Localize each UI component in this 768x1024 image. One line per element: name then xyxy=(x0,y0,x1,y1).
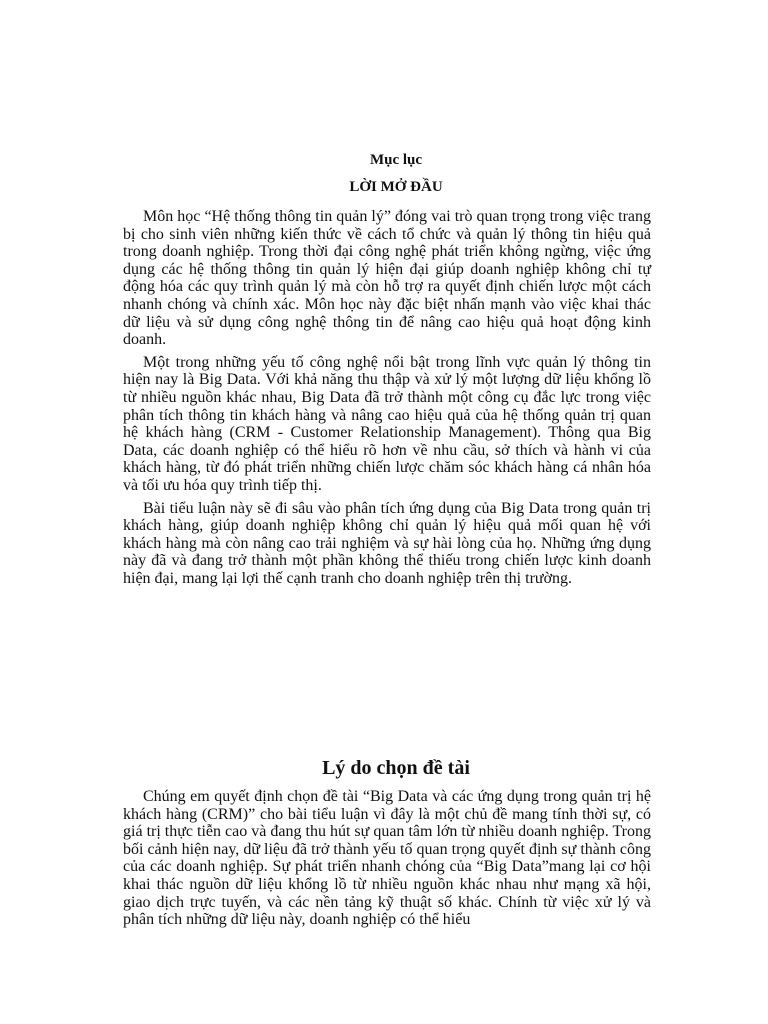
introduction-body xyxy=(123,208,651,592)
reason-body xyxy=(123,788,651,929)
section-heading-reason: Lý do chọn đề tài xyxy=(322,757,470,779)
paragraph: Bài tiểu luận này sẽ đi sâu vào phân tích ứng dụng của Big Data trong quản trị khách hàng, giúp doanh nghiệp không chỉ quản lý hiệu quả mối quan hệ với khách hàng mà còn nâng cao trải nghiệm và sự hài lòng của họ. Những ứng dụng này đã và đang trở thành một phần không thể thiếu trong chiến lược kinh doanh hiện đại, mang lại lợi thế cạnh tranh cho doanh nghiệp trên thị trường. xyxy=(123,499,651,587)
table-of-contents-heading: Mục lục xyxy=(369,152,423,168)
paragraph: Một trong những yếu tố công nghệ nổi bật trong lĩnh vực quản lý thông tin hiện nay là Big Data. Với khả năng thu thập và xử lý một lượng dữ liệu khổng lồ từ nhiều nguồn khác nhau, Big Data đã trở thành một công cụ đắc lực trong việc phân tích thông tin khách hàng và nâng cao hiệu quả của hệ thống quản trị quan hệ khách hàng (CRM - Customer Relationship Management). Thông qua Big Data, các doanh nghiệp có thể hiểu rõ hơn về nhu cầu, sở thích và hành vi của khách hàng, từ đó phát triển những chiến lược chăm sóc khách hàng cá nhân hóa và tối ưu hóa quy trình tiếp thị. xyxy=(123,353,651,494)
paragraph: Môn học “Hệ thống thông tin quản lý” đóng vai trò quan trọng trong việc trang bị cho sinh viên những kiến thức về cách tổ chức và quản lý thông tin hiệu quả trong doanh nghiệp. Trong thời đại công nghệ phát triển không ngừng, việc ứng dụng các hệ thống thông tin quản lý hiện đại giúp doanh nghiệp không chỉ tự động hóa các quy trình quản lý mà còn hỗ trợ ra quyết định chiến lược một cách nhanh chóng và chính xác. Môn học này đặc biệt nhấn mạnh vào việc khai thác dữ liệu và sử dụng công nghệ thông tin để nâng cao hiệu quả hoạt động kinh doanh. xyxy=(123,208,651,349)
introduction-heading: LỜI MỞ ĐẦU xyxy=(349,179,443,195)
paragraph: Chúng em quyết định chọn đề tài “Big Data và các ứng dụng trong quản trị hệ khách hàng (CRM)” cho bài tiểu luận vì đây là một chủ đề mang tính thời sự, có giá trị thực tiễn cao và đang thu hút sự quan tâm lớn từ nhiều doanh nghiệp. Trong bối cảnh hiện nay, dữ liệu đã trở thành yếu tố quan trọng quyết định sự thành công của các doanh nghiệp. Sự phát triển nhanh chóng của “Big Data”mang lại cơ hội khai thác nguồn dữ liệu khổng lồ từ nhiều nguồn khác nhau như mạng xã hội, giao dịch trực tuyến, và các nền tảng kỹ thuật số khác. Chính từ việc xử lý và phân tích những dữ liệu này, doanh nghiệp có thể hiểu xyxy=(123,788,651,929)
